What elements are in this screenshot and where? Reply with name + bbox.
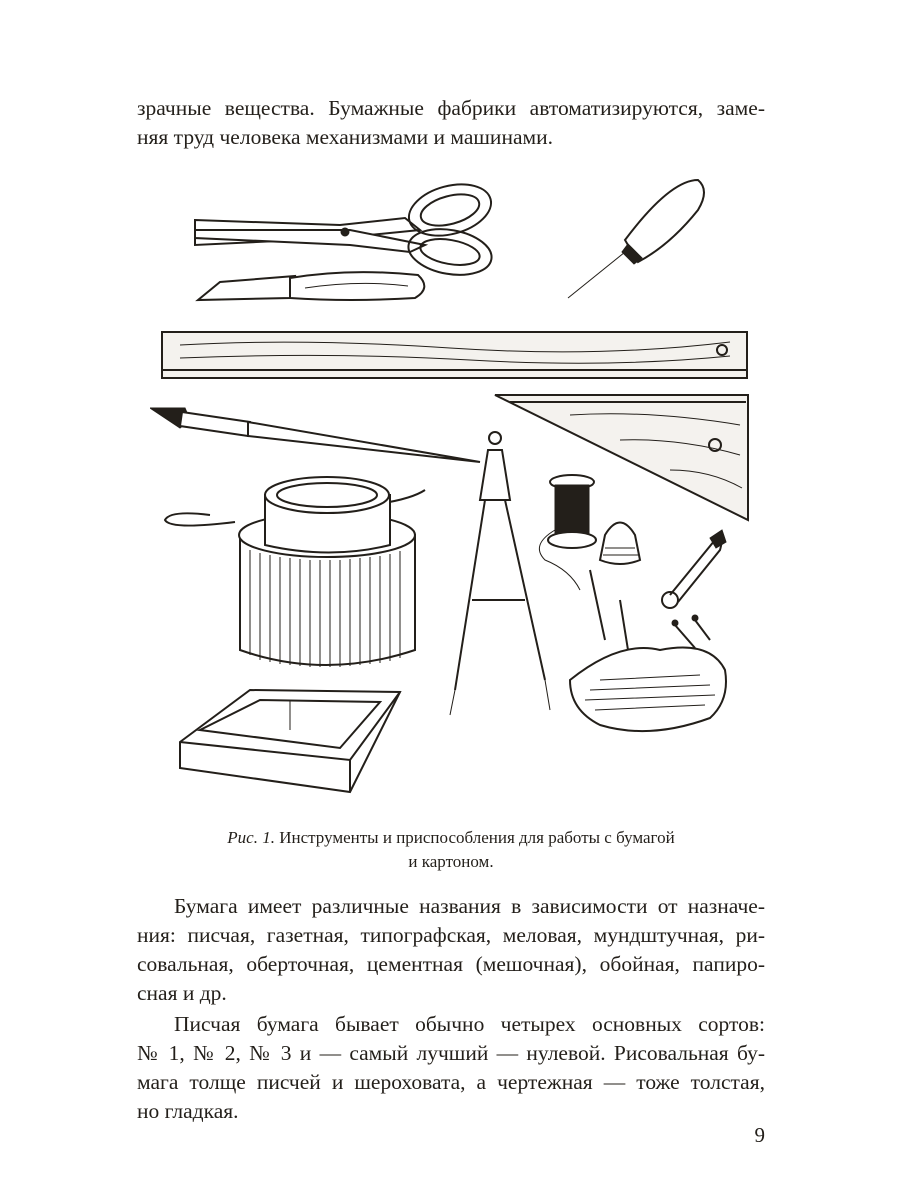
box-icon xyxy=(180,690,400,792)
text-line: сная и др. xyxy=(137,981,227,1005)
caption-text: Инструменты и приспособления для работы с бумагой xyxy=(279,828,675,847)
page-number: 9 xyxy=(754,1123,765,1147)
pincushion-icon xyxy=(570,570,726,731)
body-paragraph-2 xyxy=(137,1010,765,1126)
thimble-icon xyxy=(600,523,640,565)
text-line: совальная, оберточная, цементная (мешочная), обойная, папиро- xyxy=(137,952,765,976)
text-line: няя труд человека механизмами и машинами. xyxy=(137,125,553,149)
text-line: но гладкая. xyxy=(137,1099,239,1123)
body-paragraph-1 xyxy=(137,892,765,1008)
scissors-icon xyxy=(195,176,497,281)
caption-text: и картоном. xyxy=(408,852,494,871)
brush-icon xyxy=(150,408,480,462)
ruler-icon xyxy=(162,332,747,378)
figure-caption xyxy=(137,826,765,874)
awl-icon xyxy=(568,180,704,298)
text-line: ния: писчая, газетная, типографская, меловая, мундштучная, ри- xyxy=(137,923,765,947)
safety-pin-icon xyxy=(662,530,726,608)
set-square-icon xyxy=(495,395,748,520)
top-paragraph xyxy=(137,94,765,152)
text-line: Писчая бумага бывает обычно четырех основных сортов: xyxy=(174,1012,765,1036)
figure-label: Рис. 1. xyxy=(227,828,275,847)
glue-pot-icon xyxy=(165,477,425,667)
text-line: № 1, № 2, № 3 и — самый лучший — нулевой. Рисовальная бу- xyxy=(137,1041,765,1065)
text-line: мага толще писчей и шероховата, а чертежная — тоже толстая, xyxy=(137,1070,765,1094)
text-line: зрачные вещества. Бумажные фабрики автоматизируются, заме- xyxy=(137,96,765,120)
figure-illustration xyxy=(150,170,760,810)
knife-icon xyxy=(198,272,424,300)
compass-icon xyxy=(450,432,550,715)
spool-icon xyxy=(539,475,596,590)
text-line: Бумага имеет различные названия в зависимости от назначе- xyxy=(174,894,765,918)
